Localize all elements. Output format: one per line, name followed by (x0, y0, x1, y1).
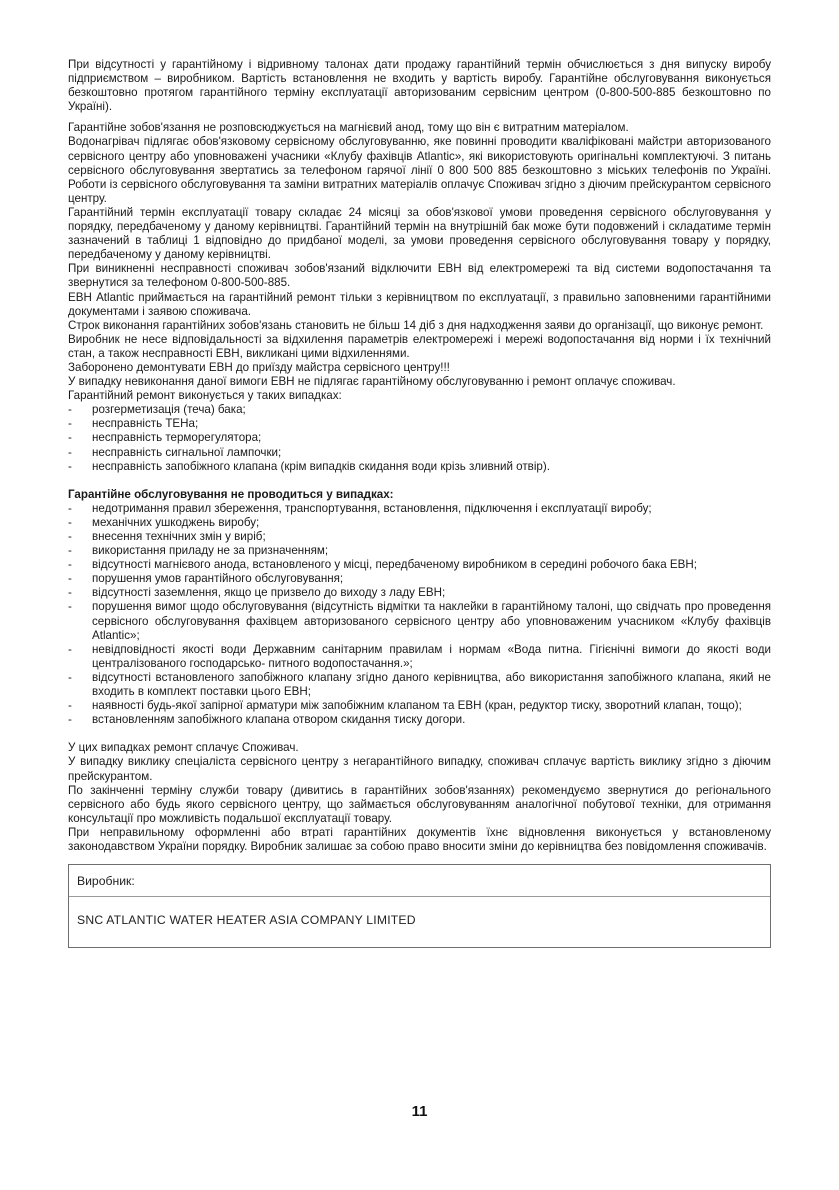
terms-section (68, 121, 771, 403)
list-dash: - (68, 642, 72, 656)
manufacturer-label: Виробник: (77, 874, 135, 889)
no-warranty-case-item (68, 671, 771, 699)
list-item-text: невідповідності якості води Державним санітарним правилам і нормам «Вода питна. Гігієнічні вимоги до якості води централізованого господарсько- питного водопостачання.»; (92, 642, 771, 670)
list-item-text: несправність терморегулятора; (92, 431, 262, 445)
warranty-case-item (68, 460, 771, 474)
paragraph: Строк виконання гарантійних зобов'язань становить не більш 14 діб з дня надходження заяви до організації, що виконує ремонт. (68, 318, 764, 332)
list-dash: - (68, 445, 72, 459)
list-item-text: недотримання правил збереження, транспортування, встановлення, підключення і експлуатації виробу; (92, 501, 652, 515)
list-dash: - (68, 670, 72, 684)
paragraph: У цих випадках ремонт сплачує Споживач. (68, 741, 299, 755)
list-item-text: відсутності заземлення, якщо це призвело до виходу з ладу ЕВН; (92, 586, 446, 600)
warranty-case-item (68, 431, 771, 445)
paragraph: Гарантійний ремонт виконується у таких випадках: (68, 389, 342, 403)
list-item-text: несправність сигнальної лампочки; (92, 445, 282, 459)
no-warranty-heading: Гарантійне обслуговування не проводиться у випадках: (68, 487, 394, 501)
document-body (68, 58, 771, 948)
closing-section (68, 741, 771, 854)
paragraph: Виробник не несе відповідальності за відхилення параметрів електромережі і мережі водопостачання від норми і їх технічний стан, а також несправності ЕВН, викликані цими відхиленнями. (68, 332, 771, 360)
no-warranty-case-item (68, 713, 771, 727)
no-warranty-case-item (68, 600, 771, 642)
paragraph: У випадку невиконання даної вимоги ЕВН не підлягає гарантійному обслуговуванню і ремонт оплачує споживач. (68, 375, 676, 389)
manufacturer-divider (69, 896, 770, 897)
list-dash: - (68, 459, 72, 473)
list-item-text: відсутності магнієвого анода, встановленого у місці, передбаченому виробником в середині робочого бака ЕВН; (92, 558, 697, 572)
list-item-text: несправність запобіжного клапана (крім випадків скидання води крізь зливний отвір). (92, 459, 550, 473)
paragraph: При неправильному оформленні або втраті гарантійних документів їхнє відновлення виконується у встановленому законодавством України порядку. Виробник залишає за собою право вносити зміни до керівництва без повідомлення споживачів. (68, 825, 771, 853)
list-dash: - (68, 713, 72, 727)
paragraph: При виникненні несправності споживач зобов'язаний відключити ЕВН від електромережі та від системи водопостачання та звернутися за телефоном 0-800-500-885. (68, 262, 771, 290)
no-warranty-case-item (68, 516, 771, 530)
paragraph: Гарантійне зобов'язання не розповсюджується на магнієвий анод, тому що він є витратним матеріалом. (68, 121, 629, 135)
warranty-case-item (68, 403, 771, 417)
warranty-case-item (68, 446, 771, 460)
list-item-text: механічних ушкоджень виробу; (92, 515, 260, 529)
list-item-text: порушення вимог щодо обслуговування (відсутність відмітки та наклейки в гарантійному талоні, що свідчать про проведення сервісного обслуговування фахівцем авторизованого сервісного центру або уповноваженим учасником «Клубу фахівців Atlantic»; (92, 600, 771, 642)
paragraph: У випадку виклику спеціаліста сервісного центру з негарантійного випадку, споживач сплачує вартість виклику згідно з діючим прейскурантом. (68, 755, 771, 783)
list-dash: - (68, 501, 72, 515)
page-number: 11 (411, 1103, 428, 1120)
list-dash: - (68, 515, 72, 529)
list-dash: - (68, 586, 72, 600)
manufacturer-name: SNC ATLANTIC WATER HEATER ASIA COMPANY LIMITED (77, 913, 416, 928)
list-item-text: внесення технічних змін у виріб; (92, 530, 266, 543)
list-dash: - (68, 431, 72, 445)
list-dash: - (68, 600, 72, 614)
list-dash: - (68, 558, 72, 572)
list-dash: - (68, 403, 72, 417)
no-warranty-case-item (68, 544, 771, 558)
manufacturer-box (68, 864, 771, 948)
list-dash: - (68, 544, 72, 558)
no-warranty-case-item (68, 530, 771, 544)
no-warranty-case-item (68, 643, 771, 671)
warranty-case-item (68, 417, 771, 431)
list-dash: - (68, 572, 72, 586)
no-warranty-case-item (68, 502, 771, 516)
paragraph: По закінченні терміну служби товару (дивитись в гарантійних зобов'язаннях) рекомендуємо звернутися до регіонального сервісного або будь якого сервісного центру, що займається обслуговуванням аналогічної побутової техніки, для отримання консультації про можливість подальшої експлуатації товару. (68, 783, 771, 825)
paragraph: Водонагрівач підлягає обов'язковому сервісному обслуговуванню, яке повинні проводити кваліфіковані майстри авторизованого сервісного центру або уповноважені учасники «Клубу фахівців Atlantic», які використовують оригінальні комплектуючі. З питань сервісного обслуговування звертатись за телефоном гарячої лінії 0 800 500 885 безкоштовно з міських телефонів по Україні. Роботи із сервісного обслуговування та заміни витратних матеріалів оплачує Споживач згідно з діючим прейскурантом сервісного центру. (68, 135, 771, 205)
paragraph: Гарантійний термін експлуатації товару складає 24 місяці за обов'язкової умови проведення сервісного обслуговування у порядку, передбаченому у даному керівництві. Гарантійний термін на внутрішній бак може бути подовжений і складатиме термін зазначений в таблиці 1 відповідно до придбаної моделі, за умови проведення сервісного обслуговування товару у порядку, передбаченому у даному керівництві. (68, 205, 771, 262)
list-dash: - (68, 530, 72, 543)
warranty-cases-list (68, 403, 771, 473)
list-item-text: встановленням запобіжного клапана отвором скидання тиску догори. (92, 713, 466, 727)
list-item-text: розгерметизація (теча) бака; (92, 403, 246, 417)
list-item-text: наявності будь-якої запірної арматури між запобіжним клапаном та ЕВН (кран, редуктор тиску, зворотний клапан, тощо); (92, 699, 742, 713)
paragraph: ЕВН Atlantic приймається на гарантійний ремонт тільки з керівництвом по експлуатації, з правильно заповненими гарантійними документами і заявою споживача. (68, 290, 771, 318)
list-item-text: несправність ТЕНа; (92, 417, 199, 431)
list-dash: - (68, 417, 72, 431)
no-warranty-case-item (68, 558, 771, 572)
list-dash: - (68, 699, 72, 713)
list-item-text: відсутності встановленого запобіжного клапану згідно даного керівництва, або використання запобіжного клапана, який не входить в комплект поставки цього ЕВН; (92, 670, 771, 699)
no-warranty-case-item (68, 572, 771, 586)
intro-section (68, 58, 771, 114)
no-warranty-case-item (68, 699, 771, 713)
no-warranty-cases-list (68, 502, 771, 728)
list-item-text: використання приладу не за призначенням; (92, 544, 329, 558)
no-warranty-case-item (68, 586, 771, 600)
paragraph: Заборонено демонтувати ЕВН до приїзду майстра сервісного центру!!! (68, 360, 450, 374)
paragraph: При відсутності у гарантійному і відривному талонах дати продажу гарантійний термін обчислюється з дня випуску виробу підприємством – виробником. Вартість встановлення не входить у вартість виробу. Гарантійне обслуговування виконується безкоштовно протягом гарантійного терміну експлуатації авторизованим сервісним центром (0-800-500-885 безкоштовно по Україні). (68, 58, 771, 114)
list-item-text: порушення умов гарантійного обслуговування; (92, 572, 344, 586)
